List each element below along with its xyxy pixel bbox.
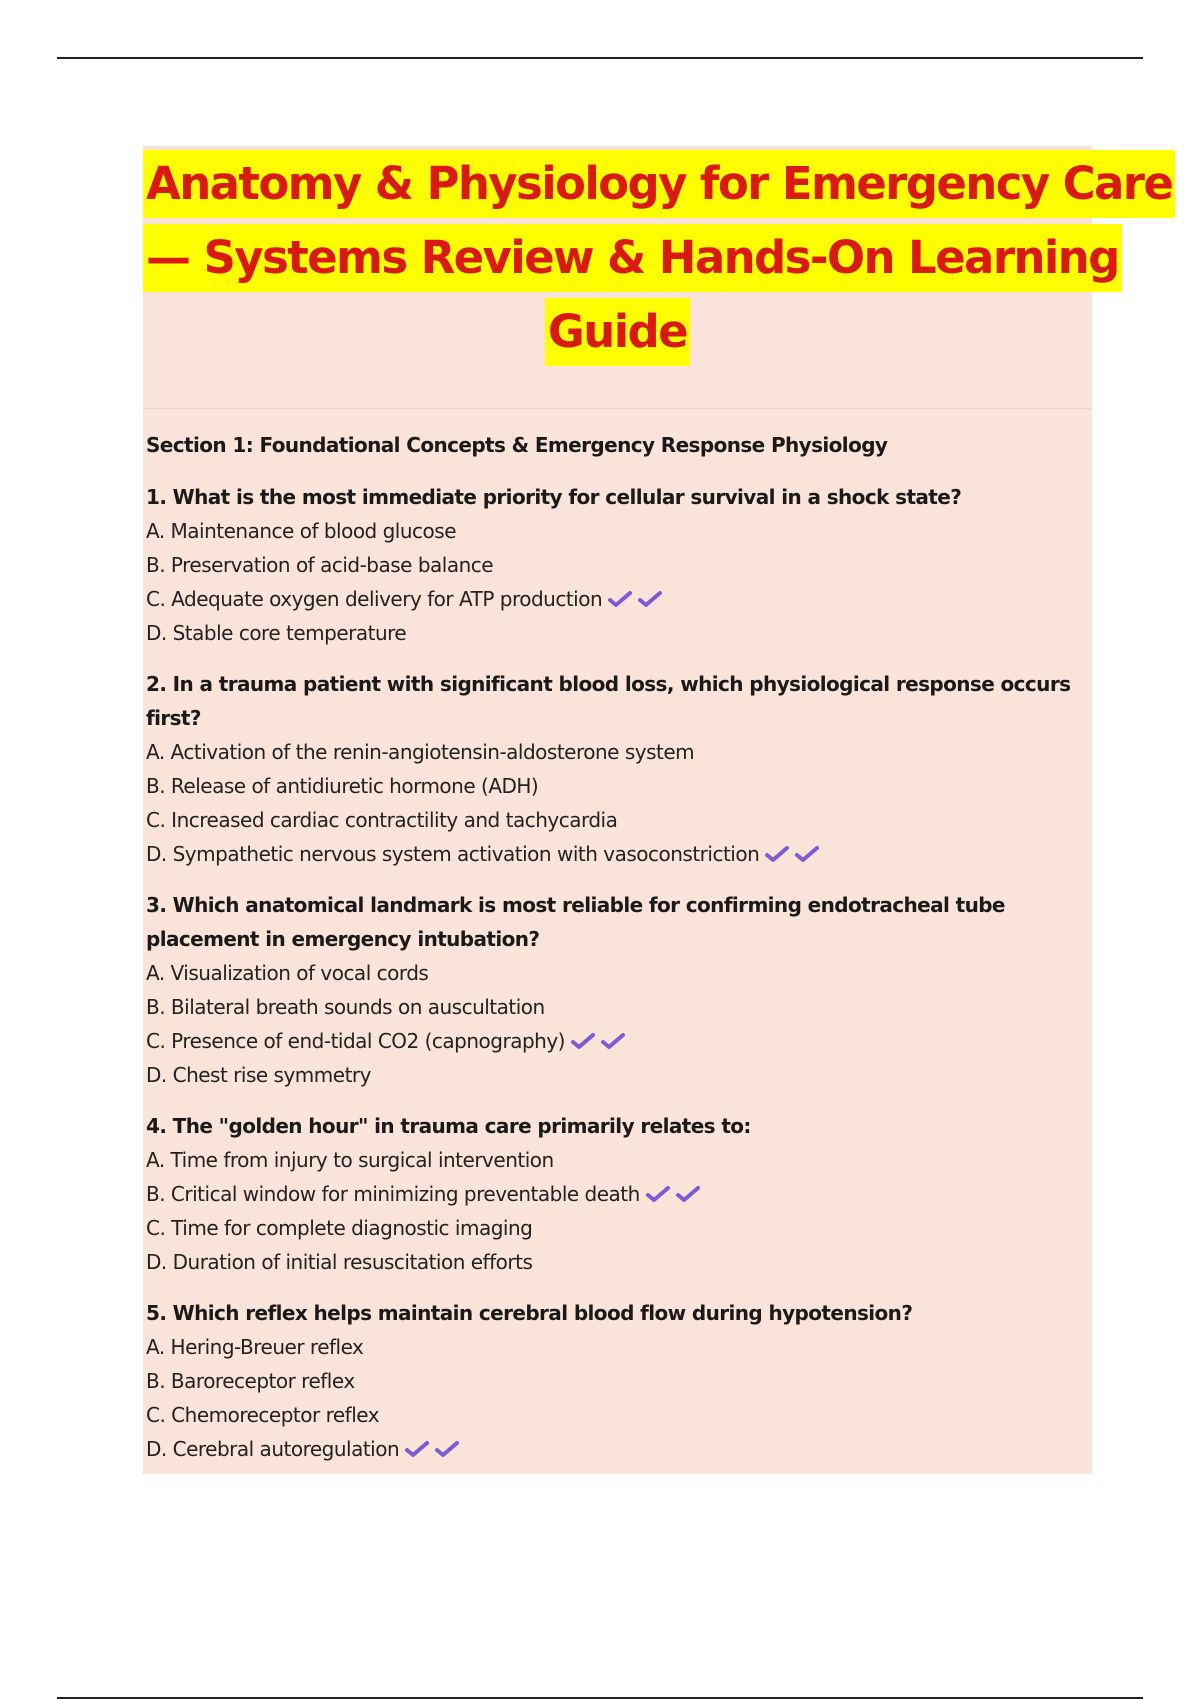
- check-mark-icon: [571, 1032, 595, 1050]
- answer-option: [146, 1177, 1086, 1211]
- answer-option: [146, 1398, 1086, 1432]
- check-mark-icon: [405, 1440, 429, 1458]
- document-title: [143, 146, 1173, 408]
- section-heading: Section 1: Foundational Concepts & Emergency Response Physiology: [146, 433, 888, 457]
- answer-option: [146, 735, 1086, 769]
- check-mark-icon: [676, 1185, 700, 1203]
- answer-option-text: D. Chest rise symmetry: [146, 1063, 371, 1087]
- answer-option-text: A. Maintenance of blood glucose: [146, 519, 456, 543]
- answer-option: [146, 1245, 1086, 1279]
- answer-option-text: D. Duration of initial resuscitation efforts: [146, 1250, 533, 1274]
- answer-option: [146, 1432, 1086, 1466]
- answer-option-text: C. Time for complete diagnostic imaging: [146, 1216, 533, 1240]
- answer-option: [146, 990, 1086, 1024]
- answer-option-text: B. Preservation of acid-base balance: [146, 553, 494, 577]
- answer-option: [146, 769, 1086, 803]
- check-mark-icon: [646, 1185, 670, 1203]
- bottom-rule: [57, 1697, 1143, 1699]
- top-rule: [57, 57, 1143, 59]
- question-item: [146, 1296, 1086, 1466]
- question-text: 5. Which reflex helps maintain cerebral blood flow during hypotension?: [146, 1301, 913, 1325]
- answer-option: [146, 548, 1086, 582]
- answer-option-text: C. Adequate oxygen delivery for ATP production: [146, 587, 603, 611]
- answer-option-text: A. Visualization of vocal cords: [146, 961, 429, 985]
- answer-option: [146, 1024, 1086, 1058]
- answer-option-text: D. Stable core temperature: [146, 621, 407, 645]
- check-mark-icon: [601, 1032, 625, 1050]
- answer-option-text: D. Sympathetic nervous system activation with vasoconstriction: [146, 842, 760, 866]
- answer-option: [146, 803, 1086, 837]
- answer-option: [146, 1143, 1086, 1177]
- answer-option-text: B. Bilateral breath sounds on auscultation: [146, 995, 545, 1019]
- answer-option: [146, 1058, 1086, 1092]
- answer-option-text: B. Release of antidiuretic hormone (ADH): [146, 774, 539, 798]
- answer-option: [146, 1364, 1086, 1398]
- answer-option-text: C. Increased cardiac contractility and tachycardia: [146, 808, 618, 832]
- answer-option-text: A. Hering-Breuer reflex: [146, 1335, 364, 1359]
- answer-option: [146, 837, 1086, 871]
- check-mark-icon: [765, 845, 789, 863]
- answer-option: [146, 1330, 1086, 1364]
- answer-option: [146, 616, 1086, 650]
- title-line-1: Anatomy & Physiology for Emergency Care: [143, 150, 1092, 218]
- question-item: [146, 888, 1086, 1092]
- question-item: [146, 667, 1086, 871]
- question-text: 1. What is the most immediate priority for cellular survival in a shock state?: [146, 485, 962, 509]
- answer-option-text: A. Activation of the renin-angiotensin-aldosterone system: [146, 740, 695, 764]
- check-mark-icon: [608, 590, 632, 608]
- answer-option-text: A. Time from injury to surgical intervention: [146, 1148, 554, 1172]
- answer-option-text: B. Critical window for minimizing preventable death: [146, 1182, 640, 1206]
- check-mark-icon: [435, 1440, 459, 1458]
- answer-option: [146, 1211, 1086, 1245]
- question-text: 2. In a trauma patient with significant blood loss, which physiological response occurs first?: [146, 672, 1071, 730]
- question-item: [146, 1109, 1086, 1279]
- answer-option-text: D. Cerebral autoregulation: [146, 1437, 400, 1461]
- question-text: 3. Which anatomical landmark is most reliable for confirming endotracheal tube placement in emergency intubation?: [146, 893, 1005, 951]
- questions-content: [146, 432, 1086, 1483]
- answer-option: [146, 582, 1086, 616]
- answer-option-text: C. Chemoreceptor reflex: [146, 1403, 380, 1427]
- question-list: [146, 480, 1086, 1466]
- answer-option-text: B. Baroreceptor reflex: [146, 1369, 355, 1393]
- title-divider: [143, 408, 1092, 409]
- answer-option: [146, 956, 1086, 990]
- title-line-3: Guide: [143, 298, 1092, 366]
- question-item: [146, 480, 1086, 650]
- answer-option: [146, 514, 1086, 548]
- answer-option-text: C. Presence of end-tidal CO2 (capnography): [146, 1029, 565, 1053]
- title-line-2: — Systems Review & Hands-On Learning: [143, 224, 1092, 292]
- check-mark-icon: [638, 590, 662, 608]
- question-text: 4. The "golden hour" in trauma care primarily relates to:: [146, 1114, 751, 1138]
- check-mark-icon: [795, 845, 819, 863]
- content-panel: [143, 146, 1173, 1474]
